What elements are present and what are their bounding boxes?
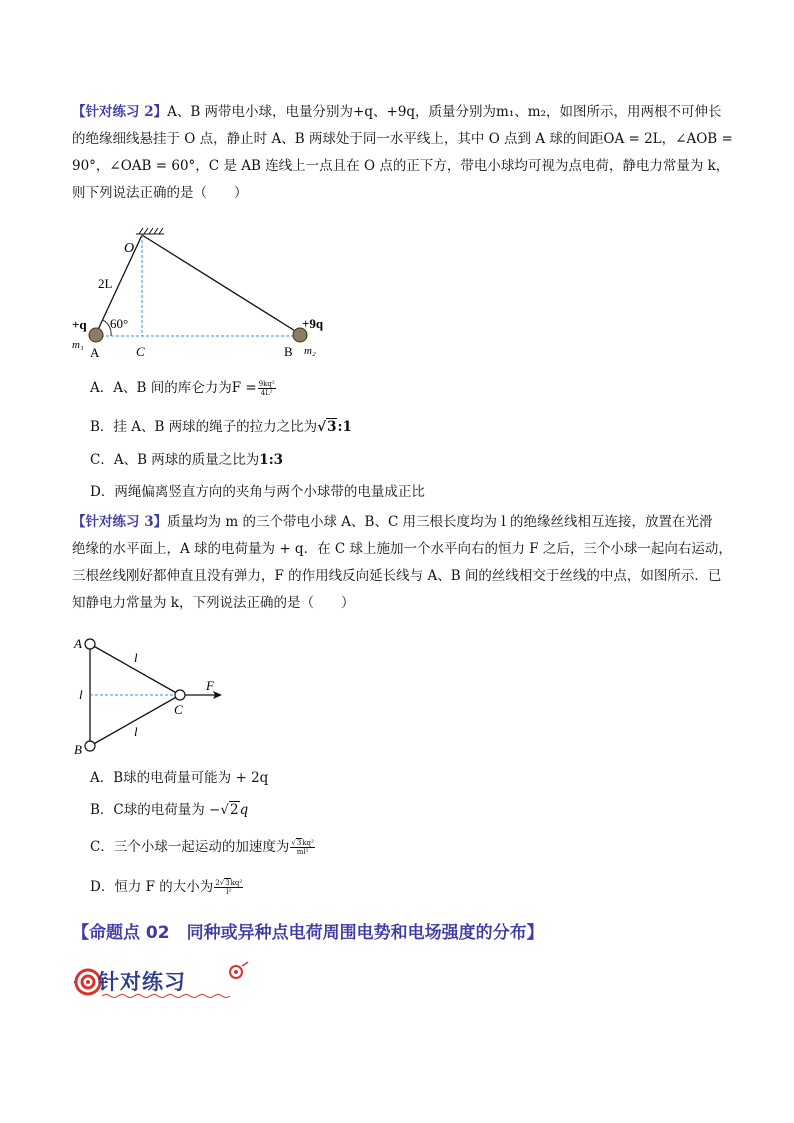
fraction: $\frac{\text{2√3kq²}}{\text{l²}}$	[215, 879, 243, 896]
label-m1: m₁	[72, 339, 84, 351]
q2-option-d[interactable]: D．两绳偏离竖直方向的夹角与两个小球带的电量成正比	[90, 484, 425, 500]
q2-diagram	[66, 226, 346, 362]
ball-a	[85, 639, 95, 649]
label-l-top: l	[134, 650, 138, 665]
q3-option-c[interactable]: C．三个小球一起运动的加速度为 $\frac{\text{√3kq²}}{\text{ml²}}$	[90, 839, 314, 856]
ball-c	[175, 690, 185, 700]
label-l-bottom: l	[134, 724, 138, 739]
q3-tag: 【针对练习 3】	[72, 514, 168, 530]
q3-line1: 质量均为 m 的三个带电小球 A、B、C 用三根长度均为 l 的绝缘丝线相互连接，放置在光滑	[167, 514, 713, 530]
label-c: C	[136, 344, 145, 359]
label-plus-9q: +9q	[302, 316, 324, 331]
fraction: $\frac{\text{√3kq²}}{\text{ml²}}$	[291, 839, 314, 856]
fraction: $\frac{\text{9kq²}}{\text{4L²}}$	[258, 380, 275, 397]
q3-option-b[interactable]: B．C球的电荷量为 −√2q	[90, 802, 249, 818]
label-a: A	[74, 636, 82, 651]
q2-option-b[interactable]: B．挂 A、B 两球的绳子的拉力之比为√3:1	[90, 419, 352, 435]
q3-line2: 绝缘的水平面上，A 球的电荷量为 + q．在 C 球上施加一个水平向右的恒力 F 之后，三个小球一起向右运动，	[72, 541, 732, 557]
q2-line3: 90°，∠OAB = 60°，C 是 AB 连线上一点且在 O 点的正下方，带电小球均可视为点电荷，静电力常量为 k，	[72, 158, 730, 174]
q3-line3: 三根丝线刚好都伸直且没有弹力，F 的作用线反向延长线与 A、B 间的丝线相交于丝线的中点，如图所示．已	[72, 568, 722, 584]
section-heading: 【命题点 02 同种或异种点电荷周围电势和电场强度的分布】	[72, 923, 544, 943]
ball-b	[85, 741, 95, 751]
label-60: 60°	[110, 316, 129, 331]
q3-line4: 知静电力常量为 k，下列说法正确的是（ ）	[72, 595, 355, 611]
q3-diagram	[70, 632, 240, 760]
label-m2: m₂	[304, 345, 316, 357]
thread-ob	[142, 235, 300, 334]
label-plus-q: +q	[72, 317, 87, 332]
q2-line4: 则下列说法正确的是（ ）	[72, 185, 248, 201]
q2-line2: 的绝缘细线悬挂于 O 点，静止时 A、B 两球处于同一水平线上，其中 O 点到 A 球的间距OA = 2L，∠AOB =	[72, 131, 733, 147]
q2-option-a[interactable]: A．A、B 间的库仑力为F = $\frac{\text{9kq²}}{\text{4L²}}$	[90, 380, 275, 397]
label-c: C	[174, 702, 183, 717]
q3-option-d[interactable]: D．恒力 F 的大小为 $\frac{\text{2√3kq²}}{\text{l²}}$	[90, 879, 243, 896]
label-b: B	[284, 344, 293, 359]
q2-option-c[interactable]: C．A、B 两球的质量之比为1:3	[90, 452, 284, 468]
q2-line1: A、B 两带电小球，电量分别为+q、+9q，质量分别为m₁、m₂，如图所示，用两根不可伸长	[167, 104, 722, 120]
ball-a	[89, 328, 103, 342]
q2-tag: 【针对练习 2】	[72, 104, 168, 120]
q3-option-a[interactable]: A．B球的电荷量可能为 + 2q	[90, 770, 269, 786]
label-b: B	[74, 742, 82, 757]
q3-stem	[72, 509, 740, 617]
ceiling-hatch	[136, 228, 164, 234]
label-l-left: l	[79, 687, 83, 702]
badge-title: 针对练习	[98, 970, 186, 994]
label-2l: 2L	[98, 276, 113, 291]
q2-stem	[72, 99, 740, 207]
label-f: F	[206, 678, 214, 693]
label-o: O	[124, 241, 135, 256]
label-a: A	[90, 345, 100, 360]
practice-badge	[72, 960, 252, 1006]
